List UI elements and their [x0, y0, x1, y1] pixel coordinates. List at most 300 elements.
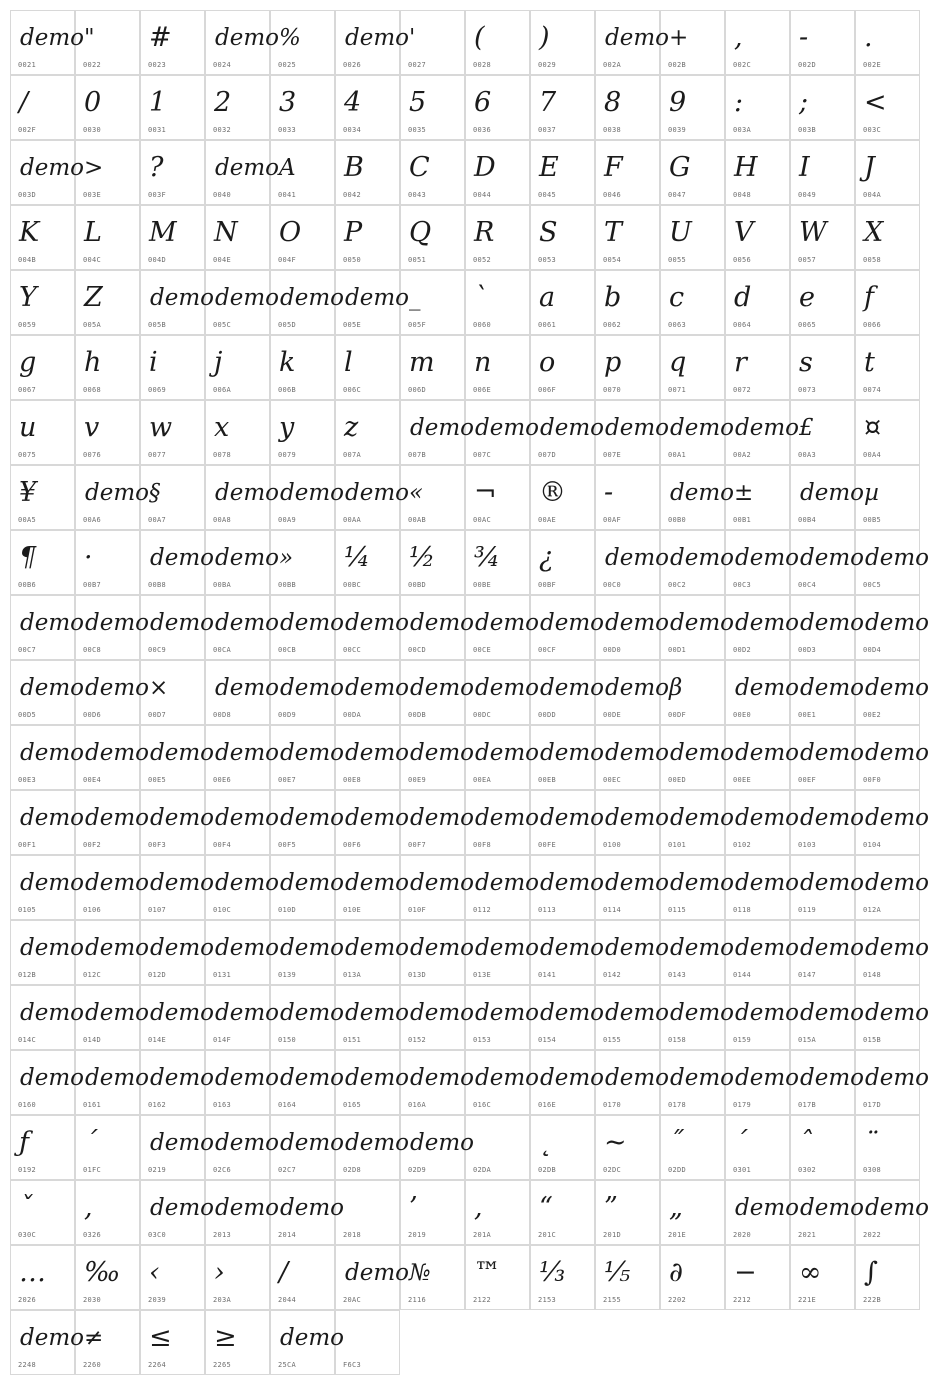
glyph-sample: ¥	[19, 477, 37, 508]
glyph-codepoint: 010F	[408, 906, 427, 914]
glyph-codepoint: 010D	[278, 906, 297, 914]
glyph-sample: demo§	[85, 480, 161, 506]
glyph-cell	[270, 855, 344, 920]
glyph-sample: ¼	[344, 542, 371, 573]
glyph-codepoint: 0105	[18, 906, 37, 914]
glyph-sample: ˇ	[19, 1192, 33, 1223]
glyph-cell	[335, 1050, 409, 1115]
glyph-codepoint: 2030	[83, 1296, 102, 1304]
glyph-codepoint: 00AC	[473, 516, 492, 524]
glyph-codepoint: 2014	[278, 1231, 297, 1239]
glyph-sample: ¶	[19, 542, 37, 573]
glyph-codepoint: 00D6	[83, 711, 102, 719]
glyph-sample: -	[604, 477, 614, 508]
glyph-codepoint: 00EA	[473, 776, 492, 784]
glyph-codepoint: 00E1	[798, 711, 817, 719]
glyph-sample: g	[19, 347, 37, 378]
glyph-sample: demo	[475, 610, 539, 636]
glyph-sample: ›	[214, 1257, 225, 1288]
glyph-cell	[725, 335, 790, 400]
glyph-codepoint: 0023	[148, 61, 167, 69]
glyph-cell	[270, 790, 344, 855]
glyph-codepoint: 0030	[83, 126, 102, 134]
glyph-sample: demo≠	[20, 1325, 104, 1351]
glyph-cell	[205, 75, 270, 140]
glyph-codepoint: 00BB	[278, 581, 297, 589]
glyph-cell	[140, 1310, 205, 1375]
glyph-codepoint: 02DB	[538, 1166, 557, 1174]
glyph-codepoint: 00E9	[408, 776, 427, 784]
glyph-codepoint: 00B6	[18, 581, 37, 589]
glyph-sample: demo	[20, 935, 84, 961]
glyph-sample: demo	[410, 805, 474, 831]
glyph-codepoint: 0063	[668, 321, 687, 329]
glyph-cell	[140, 400, 205, 465]
glyph-cell	[465, 1050, 539, 1115]
glyph-sample: −	[734, 1257, 757, 1288]
glyph-sample: P	[344, 217, 363, 248]
glyph-sample: ½	[409, 542, 436, 573]
glyph-sample: demo	[670, 870, 734, 896]
glyph-cell	[140, 855, 214, 920]
glyph-codepoint: 00AE	[538, 516, 557, 524]
glyph-sample: Y	[19, 282, 37, 313]
glyph-cell	[400, 1115, 474, 1180]
glyph-sample: demo	[800, 1000, 864, 1026]
glyph-sample: O	[279, 217, 302, 248]
glyph-cell	[205, 465, 279, 530]
glyph-cell	[790, 1180, 864, 1245]
glyph-cell	[725, 75, 790, 140]
glyph-sample: demo	[20, 805, 84, 831]
glyph-codepoint: 0037	[538, 126, 557, 134]
glyph-cell	[205, 205, 270, 270]
glyph-codepoint: 20AC	[343, 1296, 362, 1304]
glyph-cell	[725, 920, 799, 985]
glyph-sample: demoβ	[605, 675, 683, 701]
glyph-sample: demo	[150, 805, 214, 831]
glyph-sample: ˝	[669, 1127, 683, 1158]
glyph-cell	[530, 140, 595, 205]
glyph-cell	[465, 1115, 530, 1180]
glyph-cell	[855, 1180, 929, 1245]
glyph-cell	[660, 985, 734, 1050]
glyph-codepoint: 0219	[148, 1166, 167, 1174]
glyph-cell	[75, 335, 140, 400]
glyph-codepoint: 0155	[603, 1036, 622, 1044]
glyph-codepoint: 0142	[603, 971, 622, 979]
glyph-cell	[855, 10, 920, 75]
glyph-codepoint: 030C	[18, 1231, 37, 1239]
glyph-cell	[595, 855, 669, 920]
glyph-codepoint: 0074	[863, 386, 882, 394]
glyph-sample: 8	[604, 87, 622, 118]
glyph-cell	[465, 10, 530, 75]
glyph-cell	[10, 1245, 75, 1310]
glyph-sample: demo	[540, 1065, 604, 1091]
glyph-cell	[790, 335, 855, 400]
glyph-cell	[465, 400, 539, 465]
glyph-codepoint: 0059	[18, 321, 37, 329]
glyph-codepoint: 00B0	[668, 516, 687, 524]
glyph-sample: demo	[540, 805, 604, 831]
glyph-codepoint: 0069	[148, 386, 167, 394]
glyph-codepoint: 0114	[603, 906, 622, 914]
glyph-cell	[205, 985, 279, 1050]
glyph-codepoint: 00EB	[538, 776, 557, 784]
glyph-sample: z	[344, 412, 359, 443]
glyph-sample: demo	[215, 870, 279, 896]
glyph-codepoint: 017D	[863, 1101, 882, 1109]
glyph-sample: Z	[84, 282, 103, 313]
glyph-cell	[660, 855, 734, 920]
glyph-codepoint: 00E2	[863, 711, 882, 719]
glyph-codepoint: 02C6	[213, 1166, 232, 1174]
glyph-sample: 4	[344, 87, 362, 118]
glyph-cell	[530, 205, 595, 270]
glyph-sample: demo	[735, 610, 799, 636]
glyph-sample: y	[279, 412, 295, 443]
glyph-sample: demo	[345, 935, 409, 961]
glyph-codepoint: 0051	[408, 256, 427, 264]
glyph-codepoint: 02DD	[668, 1166, 687, 1174]
glyph-sample: ?	[149, 152, 164, 183]
glyph-sample: ‰	[84, 1257, 121, 1288]
glyph-codepoint: 0044	[473, 191, 492, 199]
glyph-codepoint: 0031	[148, 126, 167, 134]
glyph-sample: demo	[215, 935, 279, 961]
glyph-cell	[465, 985, 539, 1050]
glyph-cell	[855, 595, 929, 660]
glyph-cell	[400, 595, 474, 660]
glyph-cell	[140, 10, 205, 75]
glyph-sample: demo	[215, 480, 279, 506]
glyph-cell	[10, 270, 75, 335]
glyph-cell	[270, 660, 344, 725]
glyph-cell	[140, 140, 205, 205]
glyph-sample: p	[604, 347, 622, 378]
glyph-codepoint: 0050	[343, 256, 362, 264]
glyph-sample: demo	[215, 1065, 279, 1091]
glyph-codepoint: 2264	[148, 1361, 167, 1369]
glyph-sample: demo	[800, 610, 864, 636]
glyph-sample: demo'	[345, 25, 416, 51]
glyph-cell	[725, 1245, 790, 1310]
glyph-sample: c	[669, 282, 685, 313]
glyph-sample: demo×	[85, 675, 169, 701]
glyph-cell	[270, 1115, 344, 1180]
glyph-sample: demo	[20, 675, 84, 701]
glyph-cell	[205, 1050, 279, 1115]
glyph-sample: .	[864, 22, 873, 53]
glyph-cell	[75, 985, 149, 1050]
glyph-cell	[530, 920, 604, 985]
glyph-codepoint: 0033	[278, 126, 297, 134]
glyph-cell	[10, 1180, 75, 1245]
glyph-cell	[270, 1050, 344, 1115]
glyph-cell	[855, 75, 920, 140]
glyph-cell	[400, 75, 465, 140]
glyph-codepoint: 01FC	[83, 1166, 102, 1174]
glyph-codepoint: 00C7	[18, 646, 37, 654]
glyph-sample: demo	[475, 675, 539, 701]
glyph-cell	[725, 595, 799, 660]
glyph-sample: demo£	[735, 415, 814, 441]
glyph-cell	[595, 595, 669, 660]
glyph-codepoint: 0053	[538, 256, 557, 264]
glyph-cell	[75, 400, 140, 465]
glyph-sample: demo	[605, 415, 669, 441]
glyph-sample: i	[149, 347, 158, 378]
glyph-codepoint: 00C8	[83, 646, 102, 654]
glyph-codepoint: 00D9	[278, 711, 297, 719]
glyph-cell	[335, 790, 409, 855]
glyph-sample: demo	[280, 740, 344, 766]
glyph-codepoint: 0141	[538, 971, 557, 979]
glyph-cell	[595, 205, 660, 270]
glyph-codepoint: 013D	[408, 971, 427, 979]
glyph-cell	[595, 530, 669, 595]
glyph-codepoint: 0064	[733, 321, 752, 329]
glyph-codepoint: 00F5	[278, 841, 297, 849]
glyph-sample: demo«	[345, 480, 424, 506]
glyph-sample: m	[409, 347, 435, 378]
glyph-codepoint: 00F0	[863, 776, 882, 784]
glyph-codepoint: 0034	[343, 126, 362, 134]
glyph-sample: I	[799, 152, 810, 183]
glyph-sample: N	[214, 217, 238, 248]
glyph-codepoint: 00EE	[733, 776, 752, 784]
glyph-cell	[855, 400, 920, 465]
glyph-sample: demoA	[215, 155, 296, 181]
glyph-cell	[400, 725, 474, 790]
glyph-codepoint: 0072	[733, 386, 752, 394]
glyph-cell	[855, 530, 929, 595]
glyph-sample: demo	[735, 1000, 799, 1026]
glyph-codepoint: 00B7	[83, 581, 102, 589]
glyph-cell	[530, 1245, 595, 1310]
glyph-codepoint: 0025	[278, 61, 297, 69]
glyph-cell	[270, 1180, 344, 1245]
glyph-sample: demo	[85, 805, 149, 831]
glyph-cell	[10, 205, 75, 270]
glyph-sample: demo	[865, 935, 929, 961]
glyph-sample: demo	[215, 1130, 279, 1156]
glyph-codepoint: 0029	[538, 61, 557, 69]
glyph-sample: u	[19, 412, 37, 443]
glyph-cell	[10, 725, 84, 790]
glyph-sample: demo	[605, 870, 669, 896]
glyph-sample: demo	[670, 415, 734, 441]
glyph-sample: demo	[150, 610, 214, 636]
glyph-cell	[660, 725, 734, 790]
glyph-codepoint: 02DA	[473, 1166, 492, 1174]
glyph-sample: ≥	[214, 1322, 237, 1353]
glyph-codepoint: 221E	[798, 1296, 817, 1304]
glyph-codepoint: 0301	[733, 1166, 752, 1174]
glyph-codepoint: 005B	[148, 321, 167, 329]
glyph-cell	[140, 335, 205, 400]
glyph-codepoint: 016C	[473, 1101, 492, 1109]
glyph-sample: demo	[670, 740, 734, 766]
glyph-codepoint: 0118	[733, 906, 752, 914]
glyph-codepoint: 00AB	[408, 516, 427, 524]
glyph-sample: <	[864, 87, 887, 118]
glyph-codepoint: 0162	[148, 1101, 167, 1109]
glyph-cell	[595, 1245, 660, 1310]
glyph-codepoint: 0028	[473, 61, 492, 69]
glyph-cell	[660, 75, 725, 140]
glyph-sample: demo	[605, 805, 669, 831]
glyph-codepoint: 003B	[798, 126, 817, 134]
glyph-codepoint: 0139	[278, 971, 297, 979]
glyph-cell	[400, 660, 474, 725]
glyph-codepoint: 0066	[863, 321, 882, 329]
glyph-sample: ¾	[474, 542, 501, 573]
glyph-cell	[660, 1050, 734, 1115]
glyph-cell	[335, 660, 409, 725]
glyph-sample: ¬	[474, 477, 497, 508]
glyph-sample: b	[604, 282, 622, 313]
glyph-codepoint: 0103	[798, 841, 817, 849]
glyph-codepoint: 003C	[863, 126, 882, 134]
glyph-cell	[595, 335, 660, 400]
glyph-codepoint: 25CA	[278, 1361, 297, 1369]
glyph-sample: /	[19, 87, 29, 118]
glyph-sample: demo	[800, 675, 864, 701]
glyph-sample: demo	[475, 1000, 539, 1026]
glyph-codepoint: 0326	[83, 1231, 102, 1239]
glyph-codepoint: 0036	[473, 126, 492, 134]
glyph-sample: „	[669, 1192, 683, 1223]
glyph-codepoint: 0161	[83, 1101, 102, 1109]
glyph-cell	[855, 660, 929, 725]
glyph-sample: demo	[800, 740, 864, 766]
glyph-codepoint: 0067	[18, 386, 37, 394]
glyph-cell	[855, 790, 929, 855]
glyph-sample: demo	[280, 870, 344, 896]
glyph-cell	[530, 10, 595, 75]
glyph-codepoint: 00CF	[538, 646, 557, 654]
glyph-cell	[660, 270, 725, 335]
glyph-codepoint: 0027	[408, 61, 427, 69]
glyph-cell	[140, 790, 214, 855]
glyph-codepoint: 203A	[213, 1296, 232, 1304]
glyph-sample: ·	[84, 542, 93, 573]
glyph-cell	[140, 985, 214, 1050]
glyph-cell	[205, 400, 270, 465]
glyph-cell	[660, 205, 725, 270]
glyph-codepoint: 00BC	[343, 581, 362, 589]
glyph-cell	[75, 1115, 140, 1180]
glyph-cell	[465, 660, 539, 725]
glyph-cell	[75, 205, 140, 270]
glyph-cell	[10, 920, 84, 985]
glyph-cell	[140, 920, 214, 985]
glyph-codepoint: 00F8	[473, 841, 492, 849]
glyph-cell	[140, 1115, 214, 1180]
glyph-sample: demo	[800, 1195, 864, 1221]
glyph-sample: demo	[150, 1130, 214, 1156]
glyph-codepoint: 00DD	[538, 711, 557, 719]
glyph-cell	[725, 140, 790, 205]
glyph-sample: demo	[475, 1065, 539, 1091]
glyph-codepoint: 015B	[863, 1036, 882, 1044]
glyph-cell	[140, 530, 214, 595]
glyph-sample: ,	[734, 22, 743, 53]
glyph-codepoint: 0021	[18, 61, 37, 69]
glyph-cell	[270, 270, 344, 335]
glyph-codepoint: 00A4	[863, 451, 882, 459]
glyph-sample: demo	[280, 610, 344, 636]
glyph-codepoint: 0060	[473, 321, 492, 329]
glyph-sample: demo	[670, 805, 734, 831]
glyph-codepoint: 00A6	[83, 516, 102, 524]
glyph-cell	[270, 595, 344, 660]
glyph-codepoint: 2260	[83, 1361, 102, 1369]
glyph-sample: ’	[409, 1192, 418, 1223]
glyph-codepoint: 2020	[733, 1231, 752, 1239]
glyph-sample: ¿	[539, 542, 554, 573]
glyph-sample: ⅕	[604, 1257, 631, 1288]
glyph-cell	[790, 920, 864, 985]
glyph-codepoint: 0073	[798, 386, 817, 394]
glyph-cell	[725, 985, 799, 1050]
glyph-codepoint: 00D5	[18, 711, 37, 719]
glyph-sample: demo	[540, 1000, 604, 1026]
glyph-sample: demo	[280, 1065, 344, 1091]
glyph-codepoint: 0148	[863, 971, 882, 979]
glyph-codepoint: 004B	[18, 256, 37, 264]
glyph-cell	[75, 855, 149, 920]
glyph-codepoint: 0106	[83, 906, 102, 914]
glyph-sample: demo	[150, 870, 214, 896]
glyph-codepoint: 0071	[668, 386, 687, 394]
glyph-sample: demo	[735, 740, 799, 766]
glyph-cell	[10, 595, 84, 660]
glyph-sample: 5	[409, 87, 427, 118]
glyph-codepoint: 002F	[18, 126, 37, 134]
glyph-sample: ƒ	[19, 1127, 29, 1158]
glyph-cell	[205, 1310, 270, 1375]
glyph-cell	[335, 1180, 400, 1245]
glyph-sample: demo	[280, 285, 344, 311]
glyph-cell	[595, 1180, 660, 1245]
glyph-codepoint: 00F7	[408, 841, 427, 849]
glyph-codepoint: 00D4	[863, 646, 882, 654]
glyph-codepoint: 0170	[603, 1101, 622, 1109]
glyph-sample: demo	[345, 1130, 409, 1156]
glyph-cell	[530, 595, 604, 660]
glyph-sample: demo	[150, 1000, 214, 1026]
glyph-sample: demo"	[20, 25, 95, 51]
glyph-codepoint: 0079	[278, 451, 297, 459]
glyph-codepoint: 2116	[408, 1296, 427, 1304]
glyph-sample: demo	[345, 805, 409, 831]
glyph-codepoint: 00C3	[733, 581, 752, 589]
glyph-codepoint: 00B5	[863, 516, 882, 524]
glyph-sample: f	[864, 282, 874, 313]
glyph-cell	[270, 75, 335, 140]
glyph-cell	[660, 530, 734, 595]
glyph-cell	[595, 1050, 669, 1115]
glyph-cell	[660, 1180, 725, 1245]
glyph-cell	[335, 530, 400, 595]
glyph-sample: demo	[865, 870, 929, 896]
glyph-codepoint: 00CE	[473, 646, 492, 654]
glyph-cell	[270, 400, 335, 465]
glyph-cell	[855, 1115, 920, 1180]
